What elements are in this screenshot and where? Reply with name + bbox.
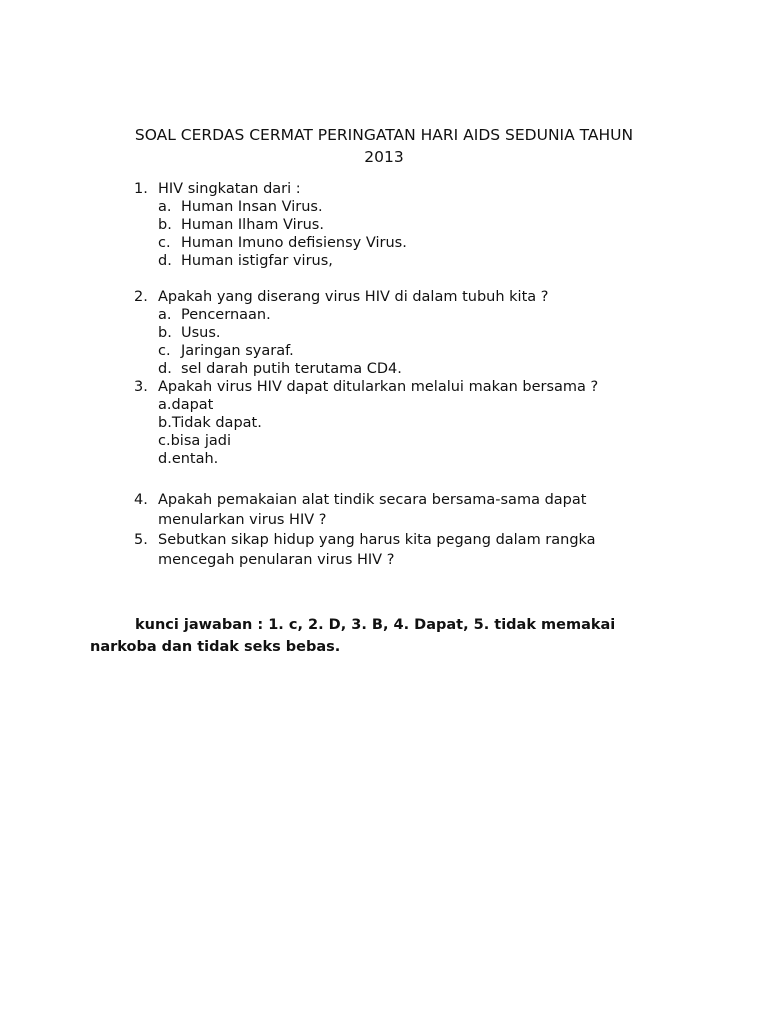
option-letter: b.	[158, 217, 172, 233]
option-text: b.Tidak dapat.	[158, 415, 262, 431]
option-d	[0, 252, 768, 270]
question-3	[0, 378, 768, 468]
question-text-line-1: Apakah pemakaian alat tindik secara bersama-sama dapat	[158, 492, 587, 508]
option-text: Pencernaan.	[181, 307, 271, 323]
option-letter: c.	[158, 235, 171, 251]
option-text: Human Ilham Virus.	[181, 217, 324, 233]
option-a	[0, 306, 768, 324]
option-text: c.bisa jadi	[158, 433, 232, 449]
spacer	[0, 468, 768, 486]
option-letter: d.	[158, 361, 172, 377]
question-1	[0, 180, 768, 270]
option-text: Jaringan syaraf.	[181, 343, 294, 359]
question-number: 5.	[134, 532, 148, 548]
option-letter: c.	[158, 343, 171, 359]
option-letter: a.	[158, 199, 172, 215]
option-text: Human Imuno defisiensy Virus.	[181, 235, 407, 251]
question-text-line-1: Sebutkan sikap hidup yang harus kita pegang dalam rangka	[158, 532, 596, 548]
answer-key: kunci jawaban : 1. c, 2. D, 3. B, 4. Dapat, 5. tidak memakai narkoba dan tidak seks bebas.	[90, 617, 616, 655]
option-text: Human Insan Virus.	[181, 199, 323, 215]
option-text: Human istigfar virus,	[181, 253, 333, 269]
question-text: Apakah virus HIV dapat ditularkan melalui makan bersama ?	[158, 379, 599, 395]
question-text: Apakah yang diserang virus HIV di dalam tubuh kita ?	[158, 289, 549, 305]
question-number: 3.	[134, 379, 148, 395]
option-text: a.dapat	[158, 397, 214, 413]
option-text: d.entah.	[158, 451, 219, 467]
option-b	[0, 414, 768, 432]
title-line-1: SOAL CERDAS CERMAT PERINGATAN HARI AIDS SEDUNIA TAHUN	[134, 126, 634, 144]
question-number: 1.	[134, 181, 148, 197]
option-c	[0, 432, 768, 450]
question-number: 4.	[134, 492, 148, 508]
option-text: sel darah putih terutama CD4.	[181, 361, 402, 377]
option-c	[0, 234, 768, 252]
question-4	[0, 490, 768, 530]
question-text: HIV singkatan dari :	[158, 181, 301, 197]
option-d	[0, 360, 768, 378]
option-c	[0, 342, 768, 360]
question-text-line-2: menularkan virus HIV ?	[158, 512, 327, 528]
question-2	[0, 288, 768, 378]
option-letter: b.	[158, 325, 172, 341]
option-letter: a.	[158, 307, 172, 323]
question-5	[0, 530, 768, 570]
option-b	[0, 324, 768, 342]
question-list	[0, 180, 768, 570]
question-text-line-2: mencegah penularan virus HIV ?	[158, 552, 395, 568]
title-line-2: 2013	[364, 148, 404, 166]
option-text: Usus.	[181, 325, 221, 341]
option-d	[0, 450, 768, 468]
option-letter: d.	[158, 253, 172, 269]
spacer	[0, 270, 768, 288]
option-b	[0, 216, 768, 234]
page-title	[90, 124, 678, 168]
question-number: 2.	[134, 289, 148, 305]
option-a	[0, 198, 768, 216]
option-a	[0, 396, 768, 414]
